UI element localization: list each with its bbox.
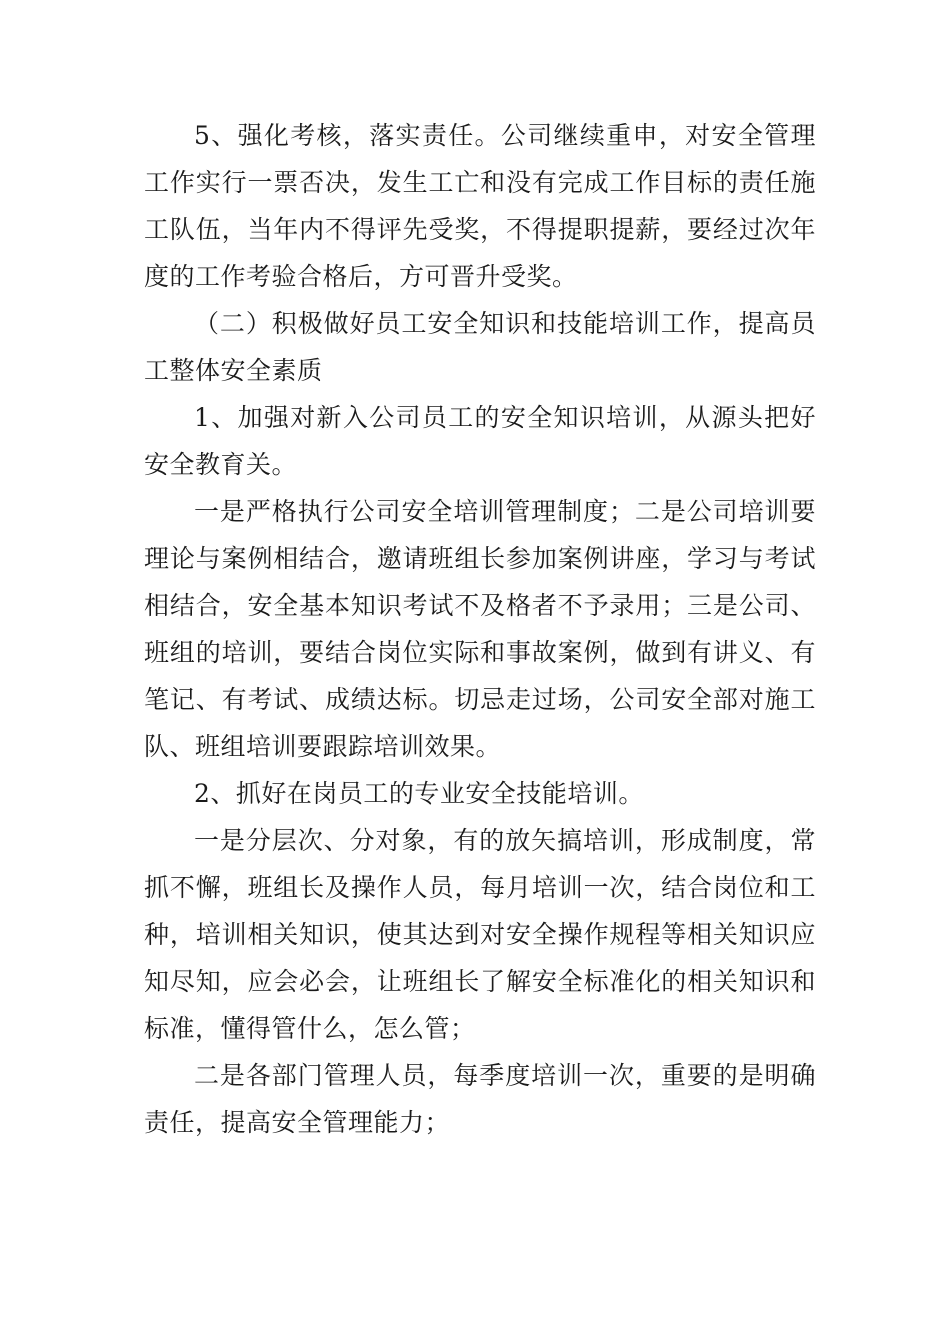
paragraph-layered-training: 一是分层次、分对象，有的放矢搞培训，形成制度，常抓不懈，班组长及操作人员，每月培训一次，结合岗位和工种，培训相关知识，使其达到对安全操作规程等相关知识应知尽知，应会必会，让班组长了解安全标准化的相关知识和标准，懂得管什么，怎么管； [144,826,816,1043]
document-body [144,112,816,1146]
paragraph-onduty-training: 2、抓好在岗员工的专业安全技能培训。 [194,779,644,808]
paragraph-assessment-responsibility: 5、强化考核，落实责任。公司继续重申，对安全管理工作实行一票否决，发生工亡和没有完成工作目标的责任施工队伍，当年内不得评先受奖，不得提职提薪，要经过次年度的工作考验合格后，方可晋升受奖。 [144,121,816,291]
paragraph-training-measures: 一是严格执行公司安全培训管理制度；二是公司培训要理论与案例相结合，邀请班组长参加案例讲座，学习与考试相结合，安全基本知识考试不及格者不予录用；三是公司、班组的培训，要结合岗位实际和事故案例，做到有讲义、有笔记、有考试、成绩达标。切忌走过场，公司安全部对施工队、班组培训要跟踪培训效果。 [144,497,816,761]
section-heading-training: （二）积极做好员工安全知识和技能培训工作，提高员工整体安全素质 [144,309,816,385]
paragraph-new-employee-training: 1、加强对新入公司员工的安全知识培训，从源头把好安全教育关。 [144,403,816,479]
paragraph-management-training: 二是各部门管理人员，每季度培训一次，重要的是明确责任，提高安全管理能力； [144,1061,816,1137]
